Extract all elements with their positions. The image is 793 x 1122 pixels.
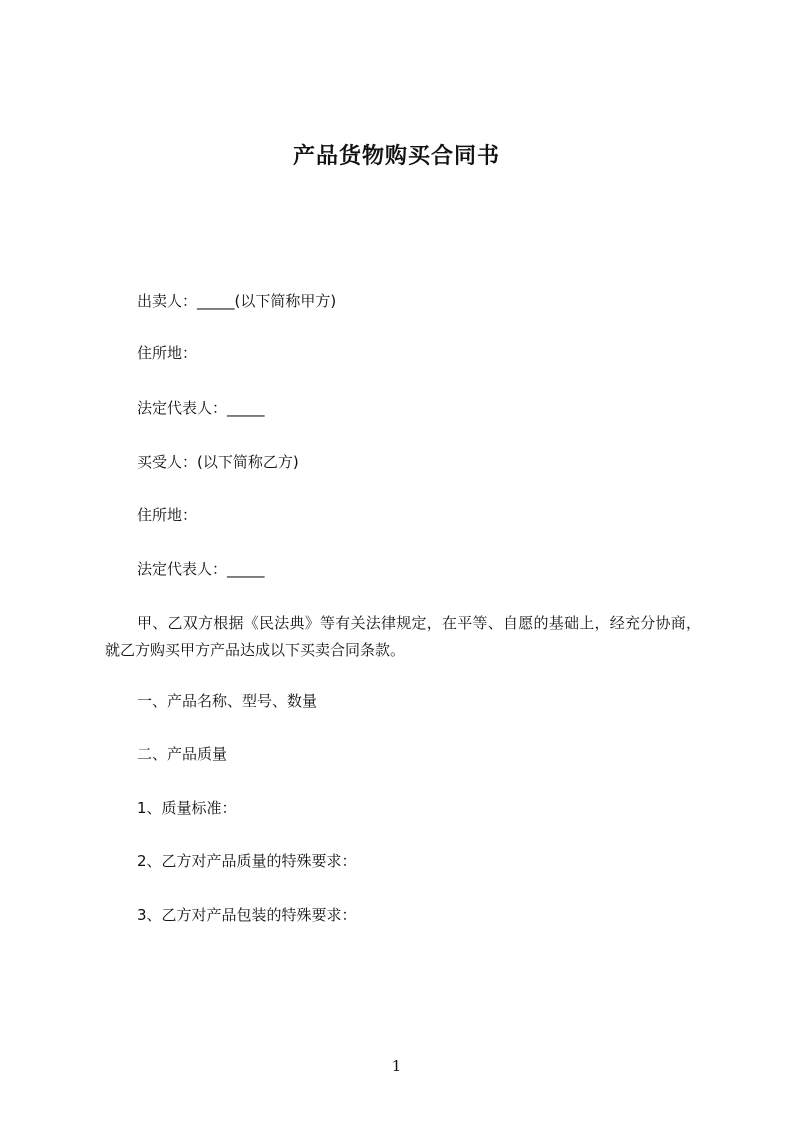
quality-item: 1、质量标准： (137, 799, 237, 817)
quality-item: 3、乙方对产品包装的特殊要求： (137, 906, 357, 924)
buyer-representative: 法定代表人：_____ (137, 560, 265, 578)
buyer-line: 买受人：(以下简称乙方) (137, 453, 299, 471)
contract-title: 产品货物购买合同书 (292, 144, 500, 169)
page-number: 1 (391, 1057, 402, 1075)
seller-line: 出卖人：_____(以下简称甲方) (137, 292, 337, 310)
preamble-paragraph: 甲、乙双方根据《民法典》等有关法律规定，在平等、自愿的基础上，经充分协商，就乙方购买甲方产品达成以下买卖合同条款。 (105, 614, 701, 659)
seller-address: 住所地： (137, 344, 198, 362)
section-heading: 一、产品名称、型号、数量 (137, 692, 318, 710)
quality-item: 2、乙方对产品质量的特殊要求： (137, 852, 357, 870)
buyer-address: 住所地： (137, 506, 198, 524)
seller-representative: 法定代表人：_____ (137, 399, 265, 417)
section-heading: 二、产品质量 (137, 745, 228, 763)
